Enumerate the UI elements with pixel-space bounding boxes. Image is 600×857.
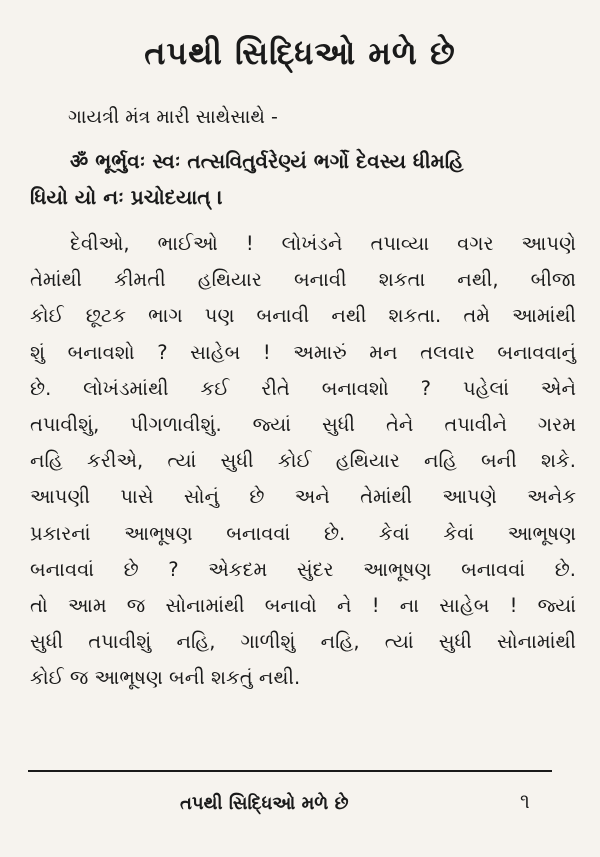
body-line: સુધી તપાવીશું નહિ, ગાળીશું નહિ, ત્યાં સુધી સોનામાંથી xyxy=(30,630,576,654)
body-line: છે. લોખંડમાંથી કઈ રીતે બનાવશો ? પહેલાં એને xyxy=(30,376,576,400)
running-footer-title: તપથી સિદ્ધિઓ મળે છે xyxy=(180,793,349,814)
body-line: આપણી પાસે સોનું છે અને તેમાંથી આપણે અનેક xyxy=(30,485,576,509)
body-line: નહિ કરીએ, ત્યાં સુધી કોઈ હથિયાર નહિ બની શકે. xyxy=(30,449,576,473)
body-line: કોઈ જ આભૂષણ બની શકતું નથી. xyxy=(30,666,301,690)
mantra-line: ॐ ભૂર્ભુવઃ સ્વઃ તત્સવિતુર્વરેણ્યં ભર્ગો દેવસ્ય ધીમહિ xyxy=(70,149,464,173)
footer-divider xyxy=(28,770,552,772)
body-line: પ્રકારનાં આભૂષણ બનાવવાં છે. કેવાં કેવાં આભૂષણ xyxy=(30,521,576,545)
body-line: તેમાંથી કીમતી હથિયાર બનાવી શકતા નથી, બીજા xyxy=(30,268,576,292)
mantra-block xyxy=(30,143,576,215)
page-title: તપથી સિદ્ધિઓ મળે છે xyxy=(144,34,456,72)
body-line: દેવીઓ, ભાઈઓ ! લોખંડને તપાવ્યા વગર આપણે xyxy=(70,232,576,255)
body-paragraph xyxy=(30,226,576,697)
body-line: બનાવવાં છે ? એકદમ સુંદર આભૂષણ બનાવવાં છે. xyxy=(30,557,576,581)
intro-line: ગાયત્રી મંત્ર મારી સાથેસાથે - xyxy=(68,106,278,128)
body-line: કોઈ છૂટક ભાગ પણ બનાવી નથી શકતા. તમે આમાંથી xyxy=(30,304,576,328)
body-line: તપાવીશું, પીગળાવીશું. જ્યાં સુધી તેને તપાવીને ગરમ xyxy=(30,413,576,437)
body-line: તો આમ જ સોનામાંથી બનાવો ને ! ના સાહેબ ! જ્યાં xyxy=(30,594,576,618)
body-line: શું બનાવશો ? સાહેબ ! અમારું મન તલવાર બનાવવાનું xyxy=(30,340,576,364)
page-number: ૧ xyxy=(520,789,530,813)
mantra-line: ધિયો યો નઃ પ્રચોદયાત્ । xyxy=(30,185,223,209)
